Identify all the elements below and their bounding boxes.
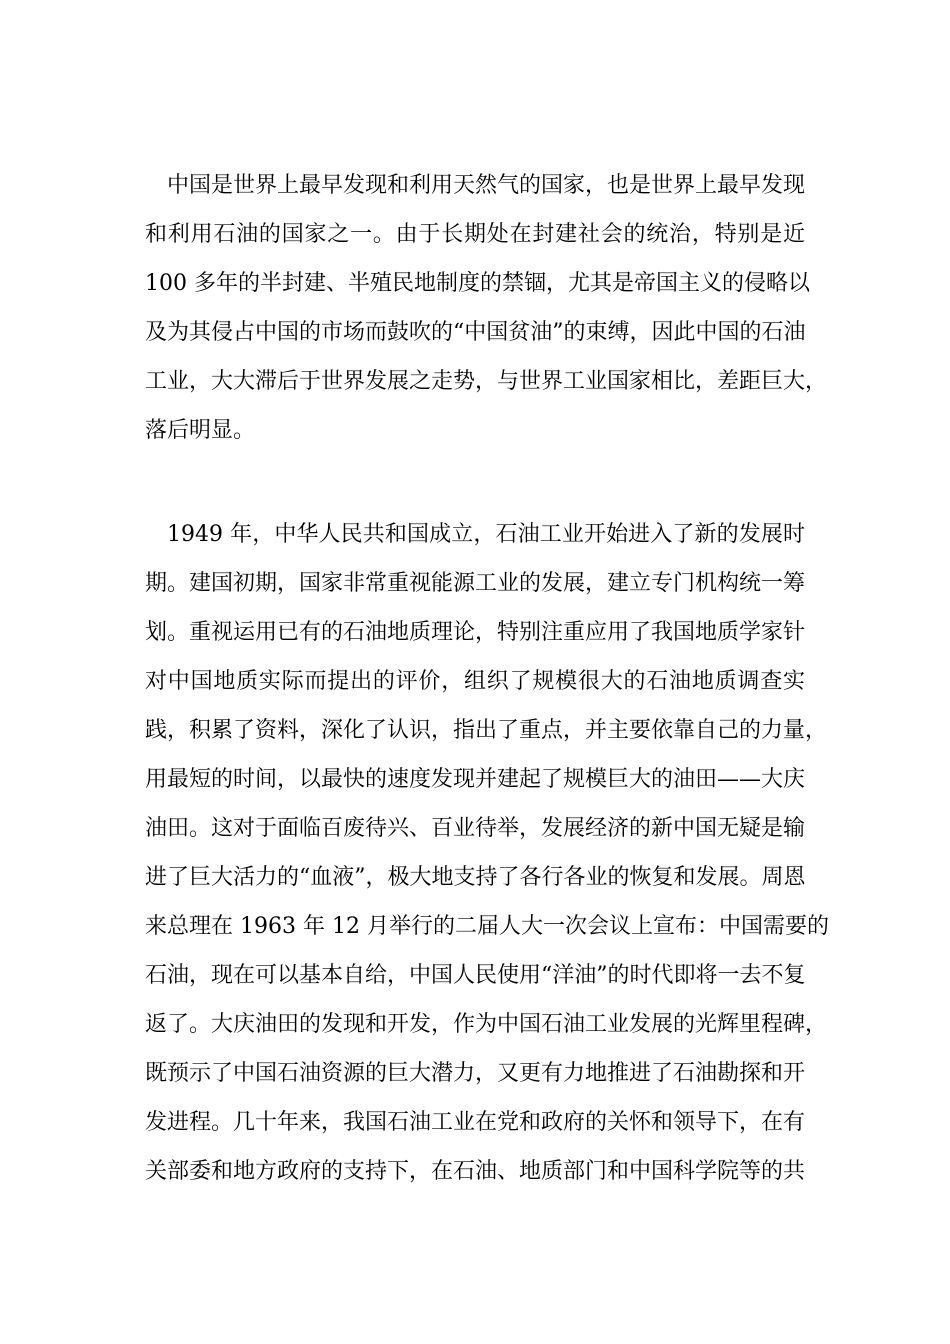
- text-line: 工业，大大滞后于世界发展之走势，与世界工业国家相比，差距巨大，: [145, 369, 828, 394]
- text-line: 1949 年，中华人民共和国成立，石油工业开始进入了新的发展时: [167, 522, 805, 547]
- text-line: 返了。大庆油田的发现和开发，作为中国石油工业发展的光辉里程碑，: [145, 1012, 828, 1037]
- text-line: 及为其侵占中国的市场而鼓吹的“中国贫油”的束缚，因此中国的石油: [145, 320, 806, 345]
- paragraph-1: [145, 161, 828, 455]
- text-line: 油田。这对于面临百废待兴、百业待举，发展经济的新中国无疑是输: [145, 816, 806, 841]
- paragraph-2: [145, 510, 829, 1196]
- text-line: 对中国地质实际而提出的评价，组织了规模很大的石油地质调查实: [145, 669, 805, 694]
- text-line: 用最短的时间，以最快的速度发现并建起了规模巨大的油田——大庆: [145, 767, 806, 792]
- text-line: 进了巨大活力的“血液”，极大地支持了各行各业的恢复和发展。周恩: [145, 865, 806, 890]
- text-line: 石油，现在可以基本自给，中国人民使用“洋油”的时代即将一去不复: [145, 963, 806, 988]
- text-line: 和利用石油的国家之一。由于长期处在封建社会的统治，特别是近: [145, 222, 805, 247]
- text-line: 关部委和地方政府的支持下，在石油、地质部门和中国科学院等的共: [145, 1159, 806, 1184]
- text-line: 来总理在 1963 年 12 月举行的二届人大一次会议上宣布：中国需要的: [145, 914, 829, 939]
- text-line: 发进程。几十年来，我国石油工业在党和政府的关怀和领导下，在有: [145, 1110, 806, 1135]
- text-line: 落后明显。: [145, 418, 256, 443]
- text-line: 划。重视运用已有的石油地质理论，特别注重应用了我国地质学家针: [145, 620, 806, 645]
- text-line: 中国是世界上最早发现和利用天然气的国家，也是世界上最早发现: [167, 173, 806, 198]
- text-line: 100 多年的半封建、半殖民地制度的禁锢，尤其是帝国主义的侵略以: [145, 271, 810, 296]
- text-line: 既预示了中国石油资源的巨大潜力，又更有力地推进了石油勘探和开: [145, 1061, 806, 1086]
- text-line: 期。建国初期，国家非常重视能源工业的发展，建立专门机构统一筹: [145, 571, 806, 596]
- text-line: 践，积累了资料，深化了认识，指出了重点，并主要依靠自己的力量，: [145, 718, 828, 743]
